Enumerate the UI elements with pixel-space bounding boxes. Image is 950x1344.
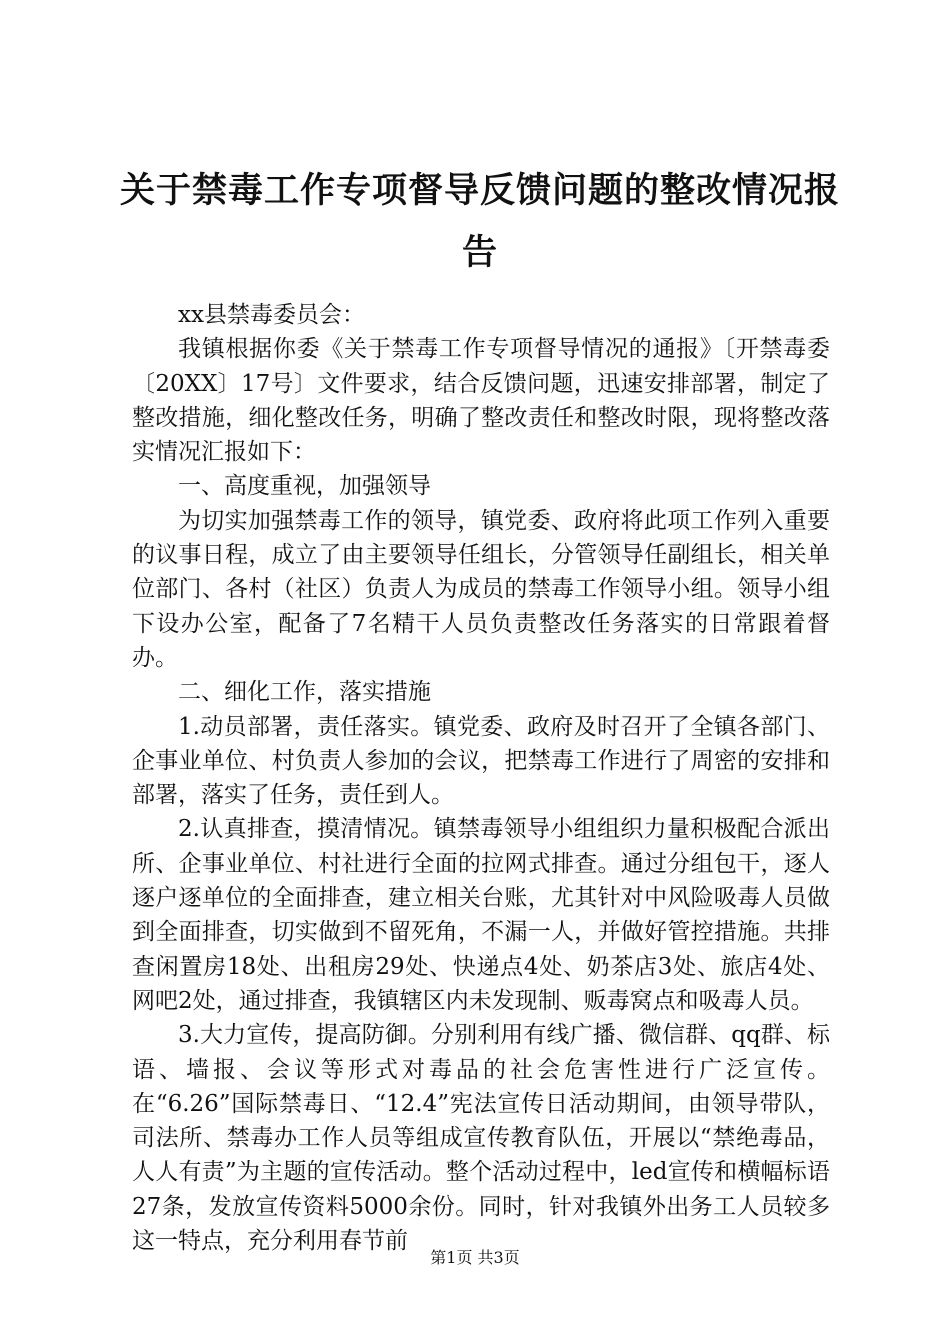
salutation: xx县禁毒委员会：	[178, 302, 365, 328]
heading-section-1: 一、高度重视，加强领导	[178, 473, 431, 500]
paragraph-item-1: 1.动员部署，责任落实。镇党委、政府及时召开了全镇各部门、企事业单位、村负责人参加的会议，把禁毒工作进行了周密的安排和部署，落实了任务，责任到人。	[132, 713, 830, 809]
document-title: 关于禁毒工作专项督导反馈问题的整改情况报告	[119, 170, 840, 273]
paragraph-item-2: 2.认真排查，摸清情况。镇禁毒领导小组组织力量积极配合派出所、企事业单位、村社进行全面的拉网式排查。通过分组包干，逐人逐户逐单位的全面排查，建立相关台账，尤其针对中风险吸毒人员做到全面排查，切实做到不留死角，不漏一人，并做好管控措施。共排查闲置房18处、出租房29处、快递点4处、奶茶店3处、旅店4处、网吧2处，通过排查，我镇辖区内未发现制、贩毒窝点和吸毒人员。	[132, 816, 830, 1014]
paragraph-section-1: 为切实加强禁毒工作的领导，镇党委、政府将此项工作列入重要的议事日程，成立了由主要领导任组长，分管领导任副组长，相关单位部门、各村（社区）负责人为成员的禁毒工作领导小组。领导小组下设办公室，配备了7名精干人员负责整改任务落实的日常跟着督办。	[132, 507, 830, 671]
paragraph-intro: 我镇根据你委《关于禁毒工作专项督导情况的通报》〔开禁毒委〔20XX〕17号〕文件要求，结合反馈问题，迅速安排部署，制定了整改措施，细化整改任务，明确了整改责任和整改时限，现将整改落实情况汇报如下：	[132, 336, 830, 466]
document-body	[132, 298, 830, 1258]
heading-section-2: 二、细化工作，落实措施	[178, 679, 431, 706]
page-footer: 第1页 共3页	[430, 1248, 520, 1267]
paragraph-item-3: 3.大力宣传，提高防御。分别利用有线广播、微信群、qq群、标语、墙报、会议等形式对毒品的社会危害性进行广泛宣传。在“6.26”国际禁毒日、“12.4”宪法宣传日活动期间，由领导带队，司法所、禁毒办工作人员等组成宣传教育队伍，开展以“禁绝毒品，人人有责”为主题的宣传活动。整个活动过程中，led宣传和横幅标语27条，发放宣传资料5000余份。同时，针对我镇外出务工人员较多这一特点，充分利用春节前	[132, 1022, 830, 1255]
